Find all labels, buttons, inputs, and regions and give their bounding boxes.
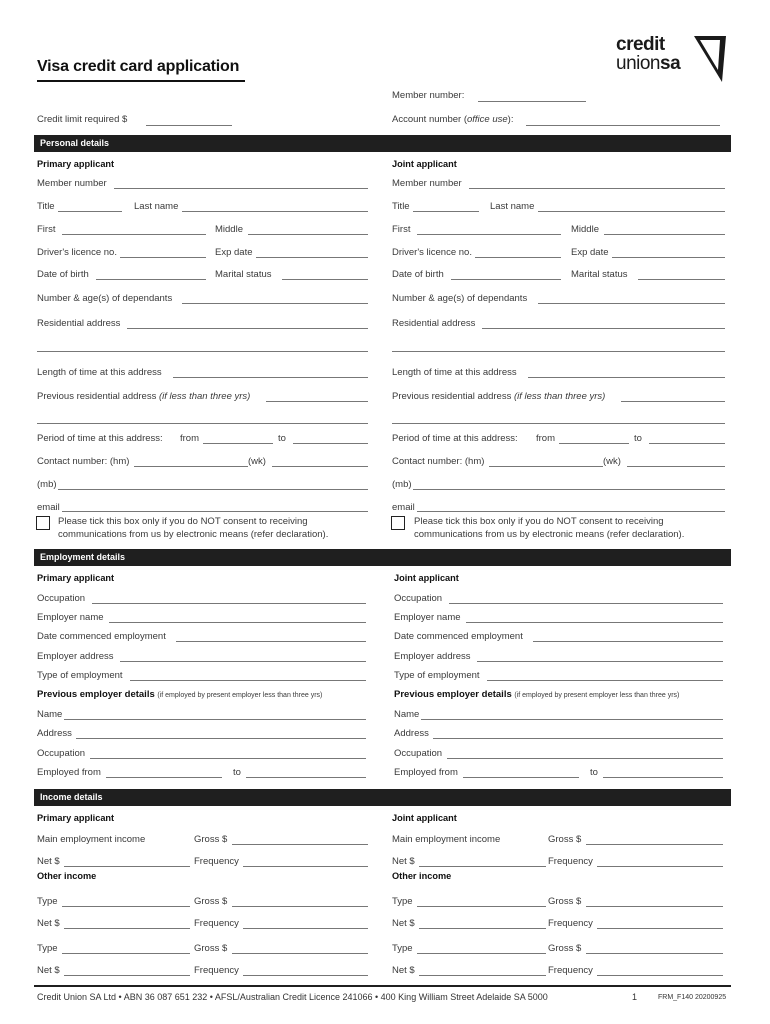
section-personal-details: Personal details xyxy=(34,135,731,152)
primary-prev-name-field[interactable] xyxy=(64,719,366,720)
joint-prev-name-label: Name xyxy=(394,709,420,720)
primary-employed-from-field[interactable] xyxy=(106,777,222,778)
credit-union-sa-logo xyxy=(614,34,730,86)
member-number-field[interactable] xyxy=(478,101,586,102)
primary-title-label: Title xyxy=(37,201,55,212)
joint-type-employment-label: Type of employment xyxy=(394,670,480,681)
joint-email-field[interactable] xyxy=(417,511,725,512)
joint-consent-text-1: Please tick this box only if you do NOT consent to receiving xyxy=(414,516,664,527)
primary-other1-frequency-field[interactable] xyxy=(243,928,368,929)
joint-contact-hm-label: Contact number: (hm) xyxy=(392,456,485,467)
primary-previous-address-line2[interactable] xyxy=(37,423,368,424)
primary-main-gross-label: Gross $ xyxy=(194,834,228,845)
joint-residential-address-line2[interactable] xyxy=(392,351,725,352)
primary-email-field[interactable] xyxy=(62,511,368,512)
income-primary-heading: Primary applicant xyxy=(37,813,115,823)
joint-main-frequency-label: Frequency xyxy=(548,856,593,867)
primary-mb-field[interactable] xyxy=(58,489,368,490)
joint-member-number-field[interactable] xyxy=(469,188,725,189)
primary-other1-net-label: Net $ xyxy=(37,918,60,929)
joint-prev-address-field[interactable] xyxy=(433,738,723,739)
primary-other2-frequency-label: Frequency xyxy=(194,965,239,976)
primary-other2-gross-field[interactable] xyxy=(232,953,368,954)
joint-other1-frequency-label: Frequency xyxy=(548,918,593,929)
primary-length-time-label: Length of time at this address xyxy=(37,367,162,378)
employment-joint-heading: Joint applicant xyxy=(394,573,459,583)
primary-other1-net-field[interactable] xyxy=(64,928,190,929)
credit-limit-label: Credit limit required $ xyxy=(37,114,128,125)
joint-other2-frequency-field[interactable] xyxy=(597,975,723,976)
primary-member-number-label: Member number xyxy=(37,178,107,189)
primary-prev-occupation-label: Occupation xyxy=(37,748,86,759)
joint-first-field[interactable] xyxy=(417,234,561,235)
joint-consent-text-2: communications from us by electronic means (refer declaration). xyxy=(414,529,685,540)
joint-type-employment-field[interactable] xyxy=(487,680,723,681)
logo-triangle-icon xyxy=(692,34,728,84)
primary-contact-hm-field[interactable] xyxy=(134,466,248,467)
joint-contact-wk-field[interactable] xyxy=(627,466,725,467)
primary-employer-address-field[interactable] xyxy=(120,661,366,662)
joint-other2-net-label: Net $ xyxy=(392,965,415,976)
joint-employed-from-field[interactable] xyxy=(463,777,579,778)
title-underline xyxy=(37,80,245,82)
primary-date-commenced-field[interactable] xyxy=(176,641,366,642)
primary-marital-status-field[interactable] xyxy=(282,279,368,280)
primary-dependants-field[interactable] xyxy=(182,303,368,304)
primary-prev-name-label: Name xyxy=(37,709,63,720)
joint-consent-checkbox[interactable] xyxy=(391,516,405,530)
joint-mb-label: (mb) xyxy=(392,479,412,490)
primary-drivers-licence-field[interactable] xyxy=(120,257,206,258)
joint-exp-date-field[interactable] xyxy=(612,257,725,258)
primary-residential-address-line2[interactable] xyxy=(37,351,368,352)
joint-first-label: First xyxy=(392,224,411,235)
primary-dependants-label: Number & age(s) of dependants xyxy=(37,293,173,304)
primary-other1-frequency-label: Frequency xyxy=(194,918,239,929)
primary-type-employment-field[interactable] xyxy=(130,680,366,681)
joint-other1-gross-field[interactable] xyxy=(586,906,723,907)
primary-mb-label: (mb) xyxy=(37,479,57,490)
joint-occupation-field[interactable] xyxy=(449,603,723,604)
primary-prev-occupation-field[interactable] xyxy=(90,758,366,759)
joint-last-name-label: Last name xyxy=(490,201,535,212)
joint-occupation-label: Occupation xyxy=(394,593,443,604)
joint-marital-status-field[interactable] xyxy=(638,279,725,280)
primary-other2-type-field[interactable] xyxy=(62,953,190,954)
primary-consent-checkbox[interactable] xyxy=(36,516,50,530)
logo-word-unionsa: unionsa xyxy=(616,53,681,74)
joint-exp-date-label: Exp date xyxy=(571,247,609,258)
primary-other-income-heading: Other income xyxy=(37,871,97,881)
joint-other2-type-field[interactable] xyxy=(417,953,546,954)
account-number-label: Account number (office use): xyxy=(392,114,514,125)
joint-date-commenced-field[interactable] xyxy=(533,641,723,642)
primary-last-name-label: Last name xyxy=(134,201,179,212)
joint-other2-gross-label: Gross $ xyxy=(548,943,582,954)
joint-date-commenced-label: Date commenced employment xyxy=(394,631,523,642)
income-joint-heading: Joint applicant xyxy=(392,813,457,823)
member-number-label: Member number: xyxy=(392,90,465,101)
footer-page-number: 1 xyxy=(632,992,638,1002)
joint-contact-hm-field[interactable] xyxy=(489,466,603,467)
joint-other1-type-label: Type xyxy=(392,896,413,907)
primary-employed-to-field[interactable] xyxy=(246,777,366,778)
primary-employer-name-field[interactable] xyxy=(109,622,366,623)
primary-other1-type-field[interactable] xyxy=(62,906,190,907)
joint-prev-address-label: Address xyxy=(394,728,429,739)
primary-other1-type-label: Type xyxy=(37,896,58,907)
primary-dob-field[interactable] xyxy=(96,279,206,280)
joint-main-income-label: Main employment income xyxy=(392,834,501,845)
primary-first-label: First xyxy=(37,224,56,235)
joint-employed-to-field[interactable] xyxy=(603,777,723,778)
joint-employer-name-label: Employer name xyxy=(394,612,461,623)
joint-other1-gross-label: Gross $ xyxy=(548,896,582,907)
primary-exp-date-label: Exp date xyxy=(215,247,253,258)
primary-consent-text-1: Please tick this box only if you do NOT consent to receiving xyxy=(58,516,308,527)
primary-main-frequency-label: Frequency xyxy=(194,856,239,867)
joint-main-net-field[interactable] xyxy=(419,866,546,867)
section-employment-details: Employment details xyxy=(34,549,731,566)
joint-main-gross-field[interactable] xyxy=(586,844,723,845)
joint-contact-wk-label: (wk) xyxy=(603,456,621,467)
primary-employer-name-label: Employer name xyxy=(37,612,104,623)
primary-previous-address-label: Previous residential address (if less than three yrs) xyxy=(37,391,251,402)
joint-period-to-label: to xyxy=(634,433,642,444)
joint-other1-type-field[interactable] xyxy=(417,906,546,907)
joint-last-name-field[interactable] xyxy=(538,211,725,212)
primary-date-commenced-label: Date commenced employment xyxy=(37,631,166,642)
joint-other2-frequency-label: Frequency xyxy=(548,965,593,976)
joint-marital-status-label: Marital status xyxy=(571,269,628,280)
primary-main-income-label: Main employment income xyxy=(37,834,146,845)
primary-other2-frequency-field[interactable] xyxy=(243,975,368,976)
joint-other2-gross-field[interactable] xyxy=(586,953,723,954)
joint-drivers-licence-label: Driver's licence no. xyxy=(392,247,472,258)
joint-middle-label: Middle xyxy=(571,224,599,235)
joint-residential-address-label: Residential address xyxy=(392,318,476,329)
joint-period-time-label: Period of time at this address: xyxy=(392,433,518,444)
joint-dob-field[interactable] xyxy=(451,279,561,280)
joint-member-number-label: Member number xyxy=(392,178,462,189)
primary-other1-gross-field[interactable] xyxy=(232,906,368,907)
joint-other1-net-label: Net $ xyxy=(392,918,415,929)
primary-marital-status-label: Marital status xyxy=(215,269,272,280)
primary-occupation-label: Occupation xyxy=(37,593,86,604)
primary-occupation-field[interactable] xyxy=(92,603,366,604)
primary-main-net-label: Net $ xyxy=(37,856,60,867)
joint-employer-name-field[interactable] xyxy=(466,622,723,623)
primary-length-time-field[interactable] xyxy=(173,377,368,378)
footer-form-code: FRM_F140 20200925 xyxy=(658,994,727,1001)
primary-period-to-label: to xyxy=(278,433,286,444)
joint-email-label: email xyxy=(392,502,415,513)
primary-residential-address-label: Residential address xyxy=(37,318,121,329)
primary-other1-gross-label: Gross $ xyxy=(194,896,228,907)
joint-mb-field[interactable] xyxy=(413,489,725,490)
primary-main-gross-field[interactable] xyxy=(232,844,368,845)
joint-length-time-field[interactable] xyxy=(528,377,725,378)
primary-employed-to-label: to xyxy=(233,767,241,778)
primary-middle-field[interactable] xyxy=(248,234,368,235)
joint-dependants-field[interactable] xyxy=(538,303,725,304)
page-title: Visa credit card application xyxy=(37,58,240,75)
joint-other-income-heading: Other income xyxy=(392,871,452,881)
joint-prev-occupation-label: Occupation xyxy=(394,748,443,759)
joint-title-field[interactable] xyxy=(413,211,479,212)
primary-other2-net-field[interactable] xyxy=(64,975,190,976)
primary-other2-gross-label: Gross $ xyxy=(194,943,228,954)
primary-first-field[interactable] xyxy=(62,234,206,235)
footer-company-info: Credit Union SA Ltd • ABN 36 087 651 232 • AFSL/Australian Credit Licence 241066 • 400 King William Street Adelaide SA 5000 xyxy=(37,992,548,1002)
joint-other1-frequency-field[interactable] xyxy=(597,928,723,929)
joint-drivers-licence-field[interactable] xyxy=(475,257,561,258)
joint-period-from-label: from xyxy=(536,433,555,444)
primary-drivers-licence-label: Driver's licence no. xyxy=(37,247,117,258)
joint-employed-from-label: Employed from xyxy=(394,767,458,778)
primary-period-to-field[interactable] xyxy=(293,443,368,444)
joint-previous-employer-label: Previous employer details (if employed by present employer less than three yrs) xyxy=(394,689,680,700)
joint-applicant-heading: Joint applicant xyxy=(392,159,457,169)
primary-other2-type-label: Type xyxy=(37,943,58,954)
primary-email-label: email xyxy=(37,502,60,513)
joint-other2-type-label: Type xyxy=(392,943,413,954)
joint-period-from-field[interactable] xyxy=(559,443,629,444)
primary-middle-label: Middle xyxy=(215,224,243,235)
primary-consent-text-2: communications from us by electronic means (refer declaration). xyxy=(58,529,329,540)
primary-type-employment-label: Type of employment xyxy=(37,670,123,681)
joint-length-time-label: Length of time at this address xyxy=(392,367,517,378)
primary-main-frequency-field[interactable] xyxy=(243,866,368,867)
primary-period-from-field[interactable] xyxy=(203,443,273,444)
joint-previous-address-label: Previous residential address (if less than three yrs) xyxy=(392,391,606,402)
primary-contact-hm-label: Contact number: (hm) xyxy=(37,456,130,467)
joint-dependants-label: Number & age(s) of dependants xyxy=(392,293,528,304)
footer-rule xyxy=(34,985,731,987)
primary-employer-address-label: Employer address xyxy=(37,651,114,662)
primary-member-number-field[interactable] xyxy=(114,188,368,189)
primary-prev-address-field[interactable] xyxy=(76,738,366,739)
joint-previous-address-field[interactable] xyxy=(621,401,725,402)
joint-employed-to-label: to xyxy=(590,767,598,778)
primary-applicant-heading: Primary applicant xyxy=(37,159,115,169)
joint-main-gross-label: Gross $ xyxy=(548,834,582,845)
joint-employer-address-field[interactable] xyxy=(477,661,723,662)
joint-employer-address-label: Employer address xyxy=(394,651,471,662)
joint-period-to-field[interactable] xyxy=(649,443,725,444)
joint-other1-net-field[interactable] xyxy=(419,928,546,929)
primary-last-name-field[interactable] xyxy=(182,211,368,212)
joint-main-frequency-field[interactable] xyxy=(597,866,723,867)
primary-other2-net-label: Net $ xyxy=(37,965,60,976)
primary-main-net-field[interactable] xyxy=(64,866,190,867)
account-number-field[interactable] xyxy=(526,125,720,126)
joint-dob-label: Date of birth xyxy=(392,269,444,280)
primary-residential-address-field[interactable] xyxy=(127,328,368,329)
joint-previous-address-line2[interactable] xyxy=(392,423,725,424)
primary-contact-wk-field[interactable] xyxy=(272,466,368,467)
joint-prev-name-field[interactable] xyxy=(421,719,723,720)
primary-previous-address-field[interactable] xyxy=(266,401,368,402)
section-income-details: Income details xyxy=(34,789,731,806)
primary-contact-wk-label: (wk) xyxy=(248,456,266,467)
joint-middle-field[interactable] xyxy=(604,234,725,235)
primary-title-field[interactable] xyxy=(58,211,122,212)
credit-limit-field[interactable] xyxy=(146,125,232,126)
joint-other2-net-field[interactable] xyxy=(419,975,546,976)
primary-period-from-label: from xyxy=(180,433,199,444)
joint-prev-occupation-field[interactable] xyxy=(447,758,723,759)
joint-title-label: Title xyxy=(392,201,410,212)
primary-previous-employer-label: Previous employer details (if employed by present employer less than three yrs) xyxy=(37,689,323,700)
joint-residential-address-field[interactable] xyxy=(482,328,725,329)
joint-main-net-label: Net $ xyxy=(392,856,415,867)
primary-period-time-label: Period of time at this address: xyxy=(37,433,163,444)
primary-employed-from-label: Employed from xyxy=(37,767,101,778)
logo-word-credit: credit xyxy=(616,34,665,55)
primary-exp-date-field[interactable] xyxy=(256,257,368,258)
primary-prev-address-label: Address xyxy=(37,728,72,739)
primary-dob-label: Date of birth xyxy=(37,269,89,280)
employment-primary-heading: Primary applicant xyxy=(37,573,115,583)
